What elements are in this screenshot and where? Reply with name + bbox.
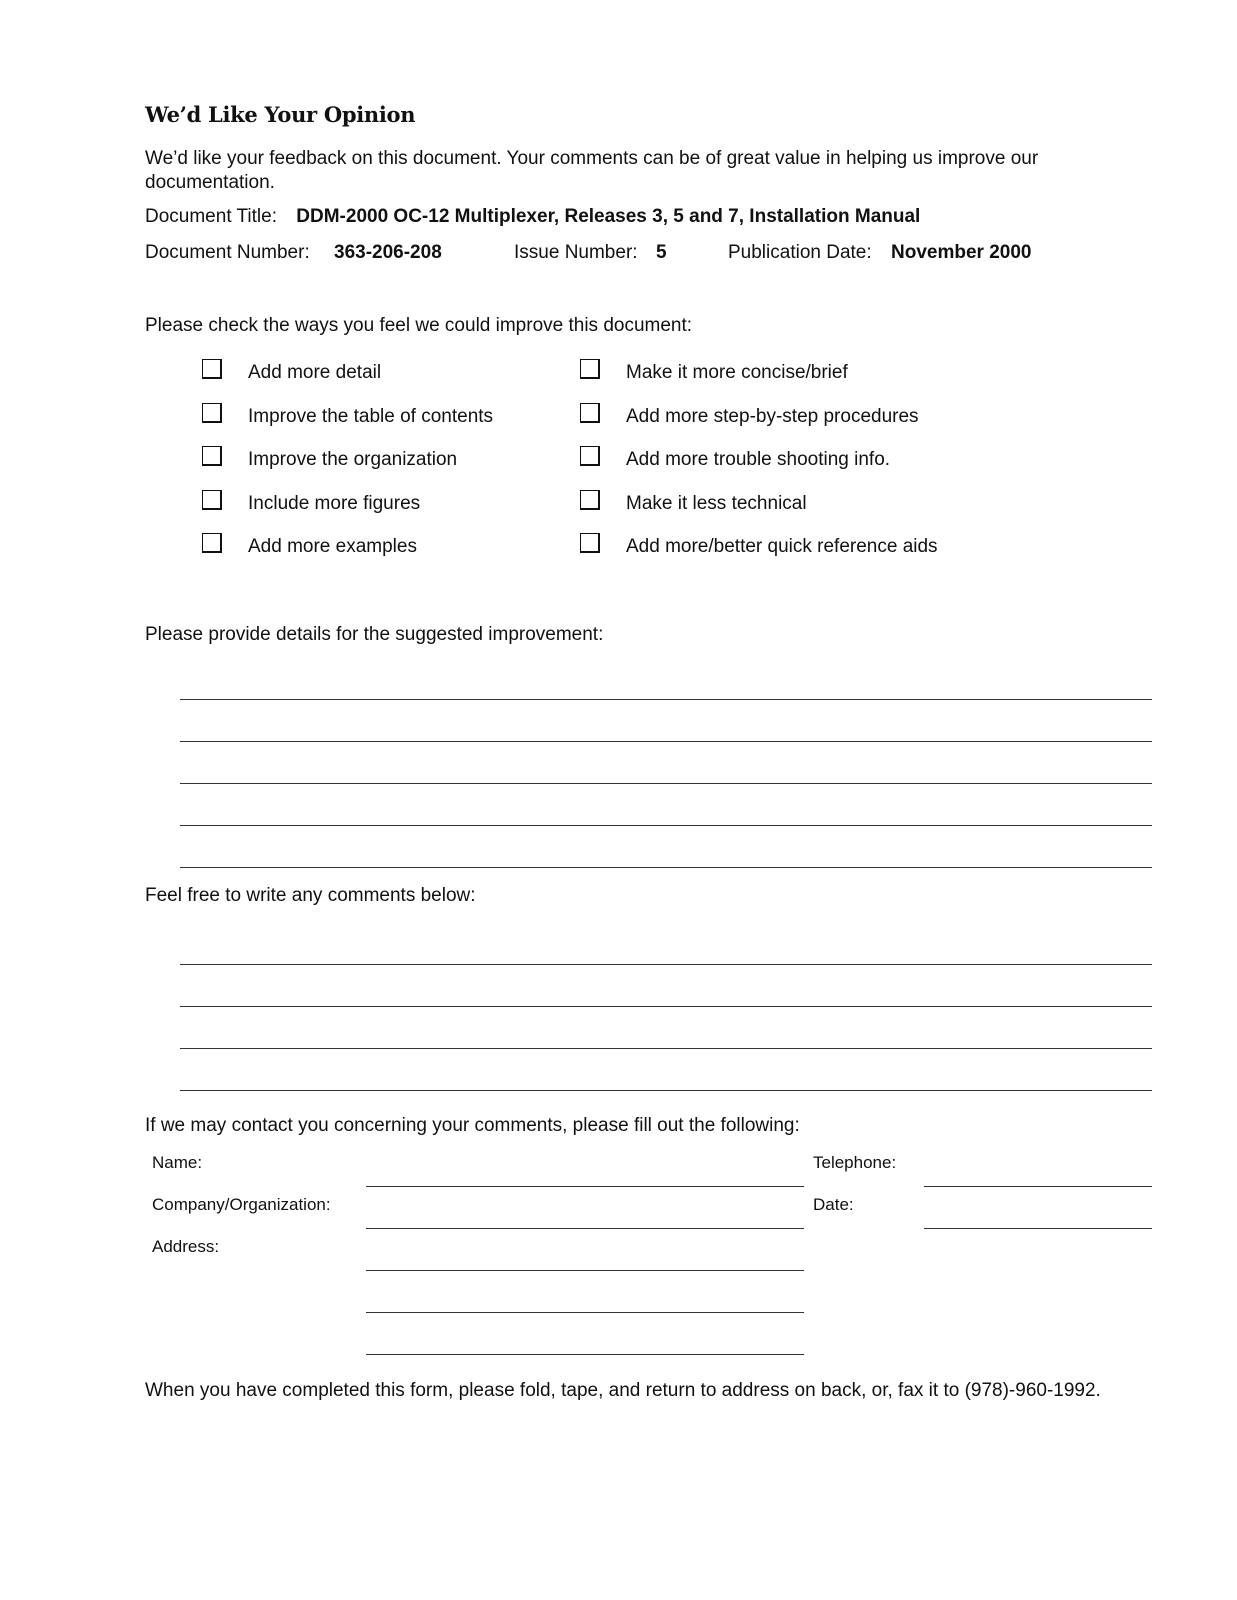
company-field[interactable] <box>366 1228 804 1229</box>
date-label: Date: <box>813 1195 854 1214</box>
checkbox-more-troubleshooting[interactable] <box>580 446 600 466</box>
details-line[interactable] <box>180 699 1152 700</box>
comments-line[interactable] <box>180 1090 1152 1091</box>
company-label: Company/Organization: <box>152 1195 331 1214</box>
address-field-line-3[interactable] <box>366 1354 804 1355</box>
address-field-line-2[interactable] <box>366 1312 804 1313</box>
checkbox-more-step-by-step[interactable] <box>580 403 600 423</box>
issue-number-value: 5 <box>656 242 667 263</box>
comments-line[interactable] <box>180 964 1152 965</box>
name-field[interactable] <box>366 1186 804 1187</box>
checkbox-more-concise[interactable] <box>580 359 600 379</box>
telephone-field[interactable] <box>924 1186 1152 1187</box>
comments-line[interactable] <box>180 1048 1152 1049</box>
checkbox-label: Add more detail <box>248 362 382 383</box>
checkbox-improve-organization[interactable] <box>202 446 222 466</box>
intro-paragraph: We’d like your feedback on this document. Your comments can be of great value in helping us improve our documentation. <box>145 148 1039 193</box>
address-label: Address: <box>152 1237 220 1256</box>
name-label: Name: <box>152 1153 203 1172</box>
improve-prompt: Please check the ways you feel we could improve this document: <box>145 315 693 336</box>
contact-prompt: If we may contact you concerning your comments, please fill out the following: <box>145 1115 800 1136</box>
checkbox-quick-reference-aids[interactable] <box>580 533 600 553</box>
checkbox-label: Make it more concise/brief <box>626 362 848 383</box>
publication-date-label: Publication Date: <box>728 242 872 263</box>
comments-prompt: Feel free to write any comments below: <box>145 885 476 906</box>
document-number-value: 363-206-208 <box>334 242 442 263</box>
checkbox-improve-table-of-contents[interactable] <box>202 403 222 423</box>
checkbox-include-more-figures[interactable] <box>202 490 222 510</box>
checkbox-label: Improve the table of contents <box>248 406 494 427</box>
document-number-label: Document Number: <box>145 242 310 263</box>
checkbox-label: Include more figures <box>248 493 421 514</box>
checkbox-label: Add more trouble shooting info. <box>626 449 891 470</box>
document-title-value: DDM-2000 OC-12 Multiplexer, Releases 3, 5 and 7, Installation Manual <box>296 206 921 227</box>
checkbox-label: Add more step-by-step procedures <box>626 406 919 427</box>
page-title: We’d Like Your Opinion <box>145 102 416 127</box>
checkbox-less-technical[interactable] <box>580 490 600 510</box>
footer-instructions: When you have completed this form, please fold, tape, and return to address on back, or, fax it to (978)-960-1992. <box>145 1380 1101 1401</box>
details-prompt: Please provide details for the suggested improvement: <box>145 624 604 645</box>
issue-number-label: Issue Number: <box>514 242 638 263</box>
address-field-line-1[interactable] <box>366 1270 804 1271</box>
details-line[interactable] <box>180 867 1152 868</box>
document-title-label: Document Title: <box>145 206 277 227</box>
checkbox-add-more-detail[interactable] <box>202 359 222 379</box>
telephone-label: Telephone: <box>813 1153 897 1172</box>
checkbox-label: Add more/better quick reference aids <box>626 536 938 557</box>
date-field[interactable] <box>924 1228 1152 1229</box>
details-line[interactable] <box>180 825 1152 826</box>
details-line[interactable] <box>180 783 1152 784</box>
checkbox-label: Make it less technical <box>626 493 807 514</box>
document-title-row <box>145 205 920 229</box>
details-line[interactable] <box>180 741 1152 742</box>
publication-date-value: November 2000 <box>891 242 1032 263</box>
checkbox-label: Improve the organization <box>248 449 458 470</box>
checkbox-label: Add more examples <box>248 536 417 557</box>
comments-line[interactable] <box>180 1006 1152 1007</box>
checkbox-add-more-examples[interactable] <box>202 533 222 553</box>
